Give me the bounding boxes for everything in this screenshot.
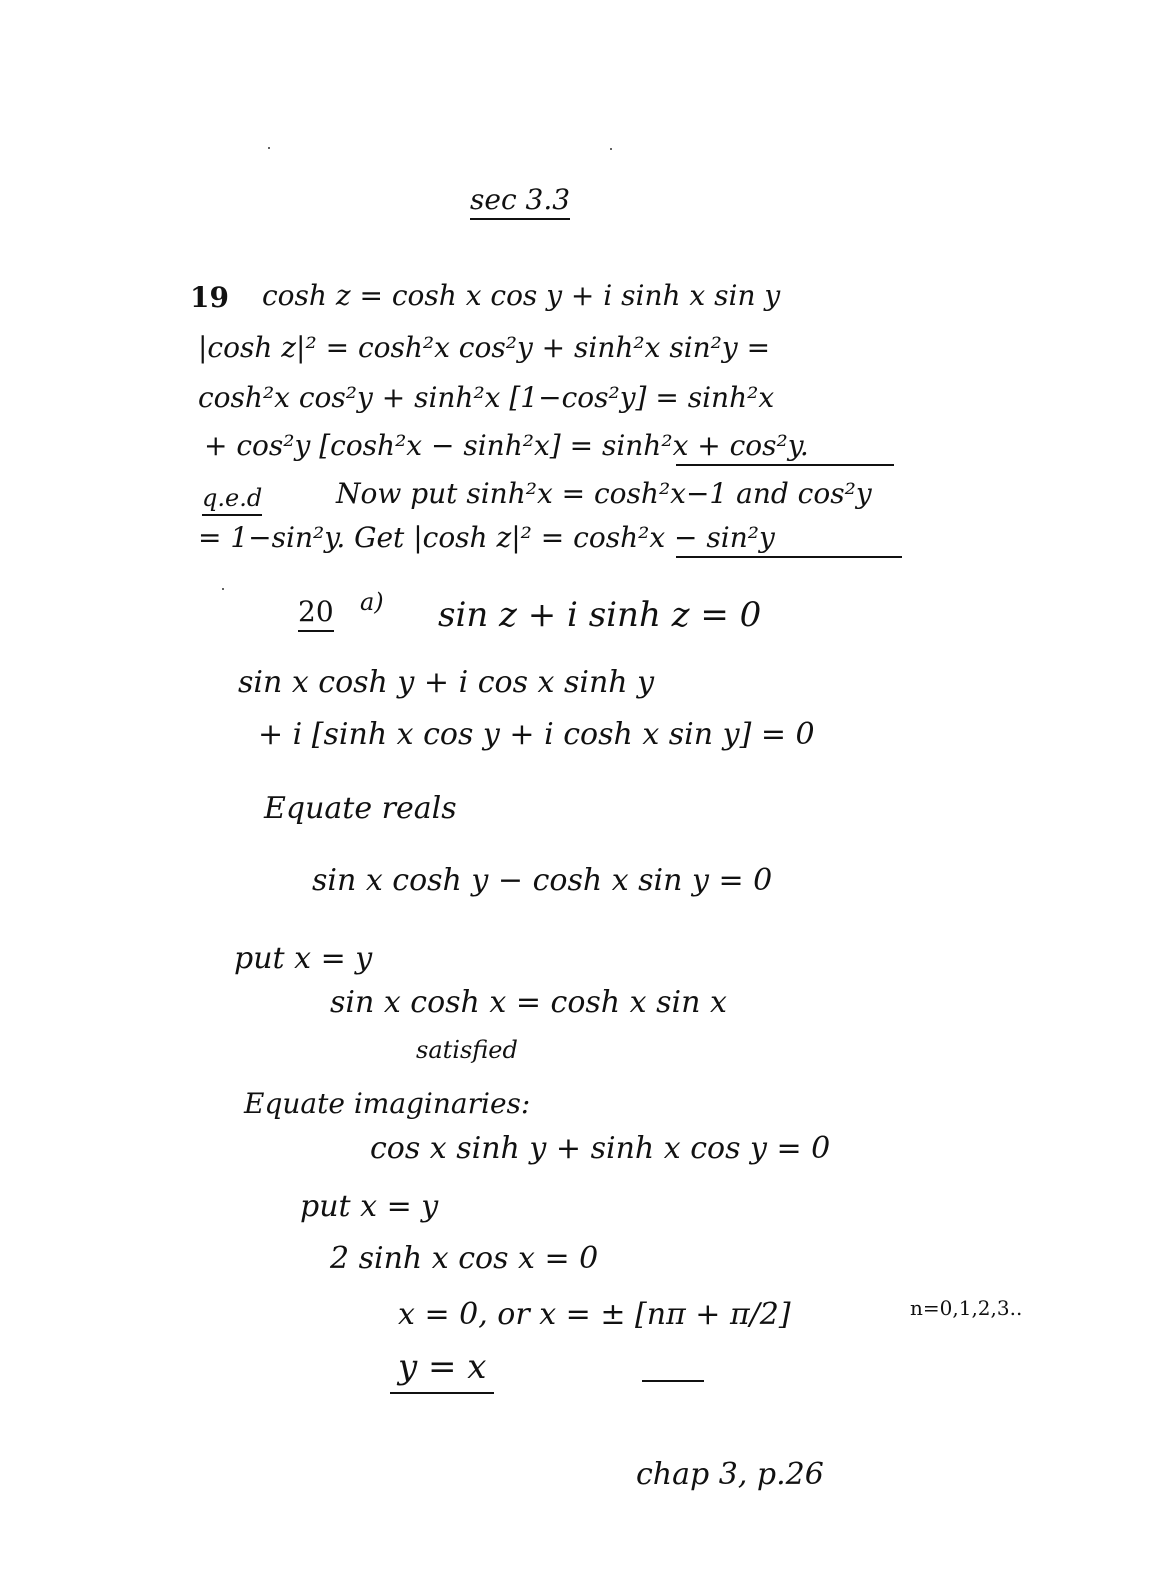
n-values: n=0,1,2,3.. (910, 1296, 1023, 1320)
reals-equation: sin x cosh y − cosh x sin y = 0 (312, 863, 773, 898)
satisfied-note: satisfied (416, 1036, 518, 1064)
result-underline (676, 556, 902, 558)
problem-19-line-3: cosh²x cos²y + sinh²x [1−cos²y] = sinh²x (198, 381, 775, 414)
problem-19-line-1: cosh z = cosh x cos y + i sinh x sin y (262, 279, 781, 312)
reals-substituted: sin x cosh x = cosh x sin x (330, 985, 727, 1020)
section-title: sec 3.3 (470, 186, 570, 220)
put-x-equals-y-1: put x = y (234, 941, 373, 976)
scan-dot (268, 147, 270, 149)
problem-19-line-2: |cosh z|² = cosh²x cos²y + sinh²x sin²y = (198, 331, 771, 364)
final-answer: y = x (398, 1347, 487, 1387)
result-underline (676, 464, 894, 466)
problem-19-line-4: + cos²y [cosh²x − sinh²x] = sinh²x + cos²y. (204, 429, 809, 462)
scan-dot (222, 588, 224, 590)
problem-19-line-5: Now put sinh²x = cosh²x−1 and cos²y (336, 477, 872, 510)
problem-20-number: 20 (298, 598, 334, 632)
imaginaries-equation: cos x sinh y + sinh x cos y = 0 (370, 1131, 831, 1166)
solution-line: x = 0, or x = ± [nπ + π/2] (398, 1297, 791, 1332)
page-reference: chap 3, p.26 (636, 1457, 824, 1492)
problem-20-part: a) (360, 588, 384, 616)
qed-label: q.e.d (202, 486, 262, 516)
end-mark (642, 1380, 704, 1382)
expand-line-2: + i [sinh x cos y + i cosh x sin y] = 0 (258, 717, 815, 752)
problem-19-number: 19 (190, 281, 229, 314)
scan-dot (610, 148, 612, 150)
problem-19-line-6: = 1−sin²y. Get |cosh z|² = cosh²x − sin²y (198, 521, 775, 554)
put-x-equals-y-2: put x = y (300, 1189, 439, 1224)
expand-line-1: sin x cosh y + i cos x sinh y (238, 665, 655, 700)
equate-reals-label: Equate reals (264, 791, 457, 826)
imaginaries-substituted: 2 sinh x cos x = 0 (330, 1241, 599, 1276)
final-answer-underline (390, 1392, 494, 1394)
equate-imaginaries-label: Equate imaginaries: (244, 1087, 531, 1120)
problem-20-equation: sin z + i sinh z = 0 (438, 595, 762, 635)
